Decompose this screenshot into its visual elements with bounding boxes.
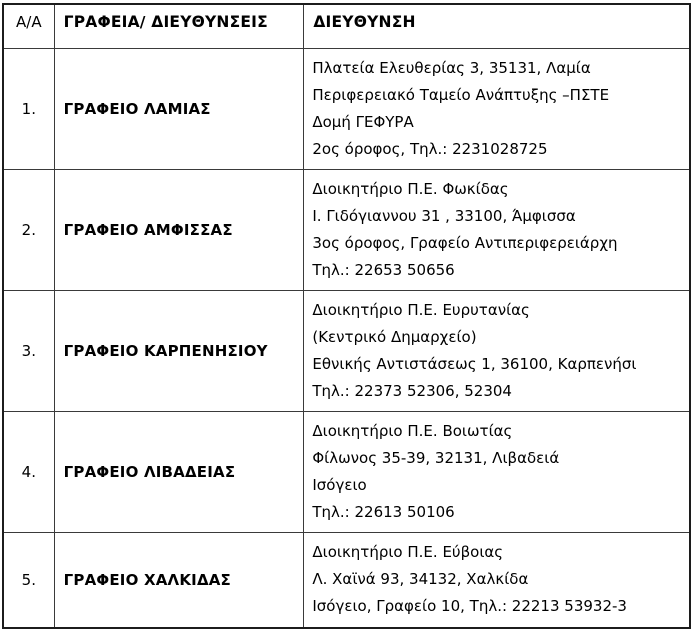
office-address xyxy=(304,411,690,532)
row-number: 2. xyxy=(3,169,54,290)
address-line: Ισόγειο, Γραφείο 10, Τηλ.: 22213 53932-3 xyxy=(312,597,627,616)
address-line: Πλατεία Ελευθερίας 3, 35131, Λαμία xyxy=(312,58,591,77)
address-line: Δομή ΓΕΦΥΡΑ xyxy=(312,112,414,131)
row-number: 1. xyxy=(3,48,54,169)
address-line: 2ος όροφος, Τηλ.: 2231028725 xyxy=(312,139,548,158)
table-row xyxy=(3,48,690,169)
row-number: 3. xyxy=(3,290,54,411)
header-address: ΔΙΕΥΘΥΝΣΗ xyxy=(304,4,690,48)
offices-table xyxy=(2,3,691,629)
address-line: Ι. Γιδόγιαννου 31 , 33100, Άμφισσα xyxy=(312,206,576,225)
office-name: ΓΡΑΦΕΙΟ ΛΙΒΑΔΕΙΑΣ xyxy=(54,411,304,532)
address-line: Διοικητήριο Π.Ε. Ευρυτανίας xyxy=(312,300,530,319)
address-line: Εθνικής Αντιστάσεως 1, 36100, Καρπενήσι xyxy=(312,354,637,373)
office-address xyxy=(304,48,690,169)
address-line: Ισόγειο xyxy=(312,475,367,494)
office-name: ΓΡΑΦΕΙΟ ΧΑΛΚΙΔΑΣ xyxy=(54,532,304,628)
address-line: Τηλ.: 22653 50656 xyxy=(312,260,455,279)
table-row xyxy=(3,290,690,411)
office-name: ΓΡΑΦΕΙΟ ΑΜΦΙΣΣΑΣ xyxy=(54,169,304,290)
office-name: ΓΡΑΦΕΙΟ ΛΑΜΙΑΣ xyxy=(54,48,304,169)
address-line: Τηλ.: 22613 50106 xyxy=(312,502,455,521)
address-line: Φίλωνος 35-39, 32131, Λιβαδειά xyxy=(312,448,560,467)
address-line: Διοικητήριο Π.Ε. Φωκίδας xyxy=(312,179,509,198)
address-line: Τηλ.: 22373 52306, 52304 xyxy=(312,381,512,400)
office-address xyxy=(304,169,690,290)
office-address xyxy=(304,290,690,411)
table-row xyxy=(3,411,690,532)
row-number: 5. xyxy=(3,532,54,628)
address-line: Λ. Χαϊνά 93, 34132, Χαλκίδα xyxy=(312,570,529,589)
address-line: Διοικητήριο Π.Ε. Εύβοιας xyxy=(312,543,504,562)
address-line: (Κεντρικό Δημαρχείο) xyxy=(312,327,477,346)
row-number: 4. xyxy=(3,411,54,532)
table-row xyxy=(3,532,690,628)
office-name: ΓΡΑΦΕΙΟ ΚΑΡΠΕΝΗΣΙΟΥ xyxy=(54,290,304,411)
address-line: Περιφερειακό Ταμείο Ανάπτυξης –ΠΣΤΕ xyxy=(312,85,610,104)
table-row xyxy=(3,169,690,290)
header-offices-directorates: ΓΡΑΦΕΙΑ/ ΔΙΕΥΘΥΝΣΕΙΣ xyxy=(54,4,304,48)
address-line: 3ος όροφος, Γραφείο Αντιπεριφερειάρχη xyxy=(312,233,618,252)
office-address xyxy=(304,532,690,628)
table-header-row xyxy=(3,4,690,48)
header-aa: Α/Α xyxy=(3,4,54,48)
address-line: Διοικητήριο Π.Ε. Βοιωτίας xyxy=(312,421,513,440)
